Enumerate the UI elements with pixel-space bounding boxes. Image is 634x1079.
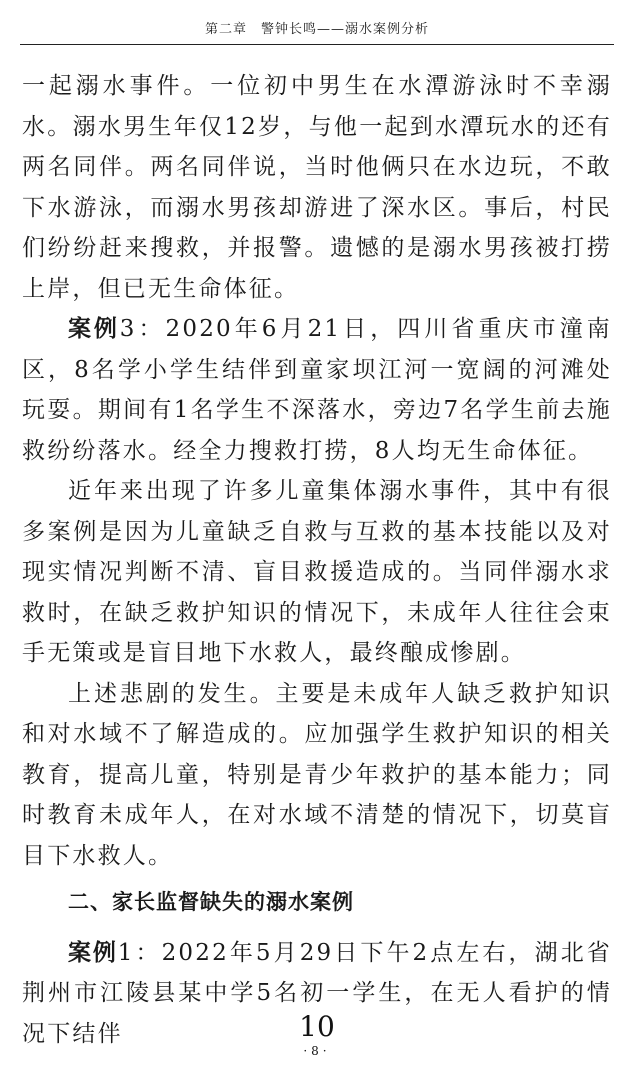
paragraph-analysis: 近年来出现了许多儿童集体溺水事件，其中有很多案例是因为儿童缺乏自救与互救的基本技能以及对现实情况判断不清、盲目救援造成的。当同伴溺水求救时，在缺乏救护知识的情况下，未成年人往往会束手无策或是盲目地下水救人，最终酿成惨剧。 bbox=[22, 478, 612, 666]
paragraph-continuation: 一起溺水事件。一位初中男生在水潭游泳时不幸溺水。溺水男生年仅12岁，与他一起到水潭玩水的还有两名同伴。两名同伴说，当时他俩只在水边玩，不敢下水游泳，而溺水男孩却游进了深水区。事后，村民们纷纷赶来搜救，并报警。遗憾的是溺水男孩被打捞上岸，但已无生命体征。 bbox=[22, 73, 612, 302]
case-text: 1：2022年5月29日下午2点左右，湖北省荆州市江陵县某中学5名初一学生，在无人看护的情况下结伴 bbox=[22, 939, 612, 1047]
paragraph-conclusion: 上述悲剧的发生。主要是未成年人缺乏救护知识和对水域不了解造成的。应加强学生救护知识的相关教育，提高儿童，特别是青少年救护的基本能力；同时教育未成年人，在对水域不清楚的情况下，切莫盲目下水救人。 bbox=[22, 680, 612, 869]
printed-page-number: ·8· bbox=[303, 1044, 331, 1058]
case-label: 案例 bbox=[68, 939, 118, 966]
header-divider bbox=[20, 44, 614, 45]
paragraph-case-3 bbox=[22, 309, 612, 471]
page-body bbox=[22, 66, 612, 1054]
section-heading: 二、家长监督缺失的溺水案例 bbox=[68, 890, 354, 914]
page-number: 10 bbox=[299, 1010, 335, 1043]
running-header: 第二章 警钟长鸣——溺水案例分析 bbox=[204, 22, 429, 37]
case-label: 案例 bbox=[68, 316, 120, 342]
case-text: 3：2020年6月21日，四川省重庆市潼南区，8名学小学生结伴到童家坝江河一宽阔的河滩处玩耍。期间有1名学生不深落水，旁边7名学生前去施救纷纷落水。经全力搜救打捞，8人均无生命体征。 bbox=[22, 316, 612, 464]
